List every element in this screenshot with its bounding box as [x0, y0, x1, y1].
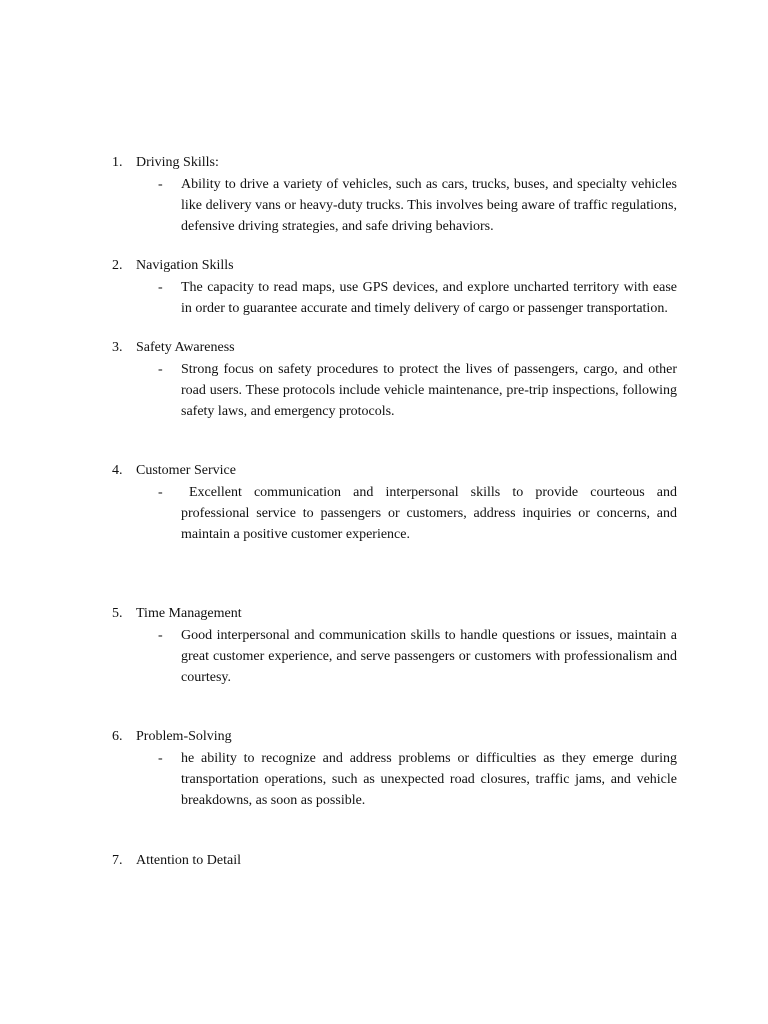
bullet-text: The capacity to read maps, use GPS devices, and explore uncharted territory with ease in order to guarantee accurate and timely delivery of cargo or passenger transportation.	[181, 280, 677, 316]
bullet-row	[112, 748, 682, 811]
list-item-attention-to-detail	[112, 851, 682, 871]
item-heading-row	[112, 153, 682, 173]
item-heading-row	[112, 851, 682, 871]
bullet-marker: -	[158, 485, 163, 500]
item-number: 3.	[112, 340, 123, 355]
item-heading: Customer Service	[136, 463, 236, 478]
bullet-text: he ability to recognize and address problems or difficulties as they emerge during transportation operations, such as unexpected road closures, traffic jams, and vehicle breakdowns, as soon as possible.	[181, 751, 677, 808]
item-heading: Time Management	[136, 606, 242, 621]
list-item-customer-service	[112, 461, 682, 545]
list-item-driving-skills	[112, 153, 682, 237]
bullet-text: Good interpersonal and communication skills to handle questions or issues, maintain a great customer experience, and serve passengers or customers with professionalism and courtesy.	[181, 628, 677, 685]
item-number: 1.	[112, 155, 123, 170]
list-item-time-management	[112, 604, 682, 688]
bullet-text: Excellent communication and interpersonal skills to provide courteous and professional service to passengers or customers, address inquiries or concerns, and maintain a positive customer experience.	[181, 485, 677, 542]
item-heading-row	[112, 604, 682, 624]
item-heading: Driving Skills:	[136, 155, 219, 170]
item-heading-row	[112, 461, 682, 481]
bullet-row	[112, 625, 682, 688]
item-heading: Safety Awareness	[136, 340, 235, 355]
bullet-marker: -	[158, 362, 163, 377]
bullet-marker: -	[158, 280, 163, 295]
item-number: 4.	[112, 463, 123, 478]
item-heading-row	[112, 256, 682, 276]
item-number: 6.	[112, 729, 123, 744]
bullet-row	[112, 359, 682, 422]
item-heading: Attention to Detail	[136, 853, 241, 868]
item-number: 2.	[112, 258, 123, 273]
bullet-row	[112, 174, 682, 237]
bullet-marker: -	[158, 177, 163, 192]
bullet-text: Ability to drive a variety of vehicles, such as cars, trucks, buses, and specialty vehicles like delivery vans or heavy-duty trucks. This involves being aware of traffic regulations, defensive driving strategies, and safe driving behaviors.	[181, 177, 677, 234]
item-number: 5.	[112, 606, 123, 621]
list-item-safety-awareness	[112, 338, 682, 422]
list-item-problem-solving	[112, 727, 682, 811]
item-heading-row	[112, 338, 682, 358]
bullet-row	[112, 482, 682, 545]
item-heading: Navigation Skills	[136, 258, 234, 273]
list-item-navigation-skills	[112, 256, 682, 319]
bullet-row	[112, 277, 682, 319]
item-heading-row	[112, 727, 682, 747]
item-number: 7.	[112, 853, 123, 868]
item-heading: Problem-Solving	[136, 729, 232, 744]
bullet-marker: -	[158, 751, 163, 766]
bullet-marker: -	[158, 628, 163, 643]
bullet-text: Strong focus on safety procedures to protect the lives of passengers, cargo, and other road users. These protocols include vehicle maintenance, pre-trip inspections, following safety laws, and emergency protocols.	[181, 362, 677, 419]
